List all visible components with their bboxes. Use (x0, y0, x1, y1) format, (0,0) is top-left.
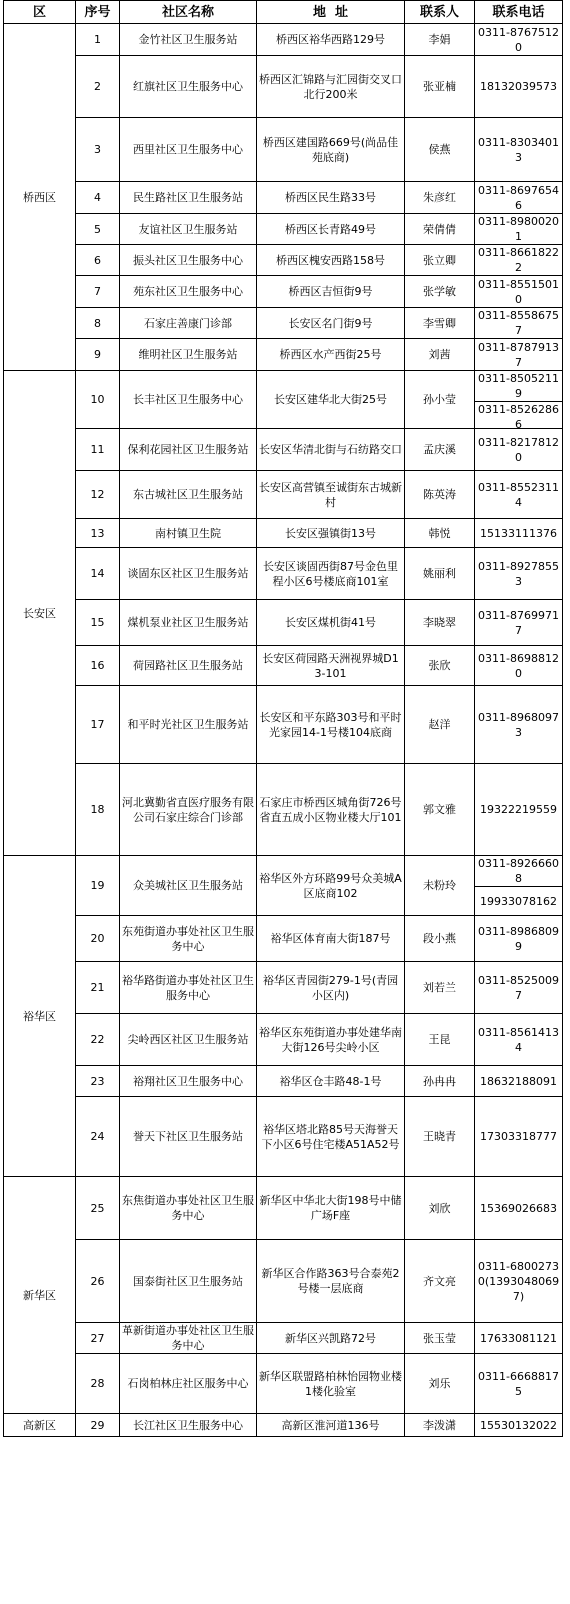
district-cell: 桥西区 (4, 24, 76, 371)
name-cell: 煤机泵业社区卫生服务站 (120, 600, 257, 646)
table-body (4, 24, 563, 1437)
address-cell: 新华区兴凯路72号 (257, 1323, 405, 1354)
phone-primary: 0311-85052119 (478, 372, 559, 400)
seq-cell: 1 (76, 24, 120, 56)
seq-cell: 28 (76, 1354, 120, 1414)
contact-cell: 未粉玲 (405, 856, 475, 916)
contact-cell: 侯燕 (405, 118, 475, 182)
name-cell: 长江社区卫生服务中心 (120, 1414, 257, 1437)
address-cell: 新华区合作路363号合泰苑2号楼一层底商 (257, 1240, 405, 1323)
address-cell: 长安区谈固西街87号金色里程小区6号楼底商101室 (257, 548, 405, 600)
seq-cell: 29 (76, 1414, 120, 1437)
seq-cell: 10 (76, 371, 120, 429)
name-cell: 西里社区卫生服务中心 (120, 118, 257, 182)
seq-cell: 18 (76, 764, 120, 856)
phone-cell: 0311-89800201 (475, 214, 563, 245)
seq-cell: 16 (76, 646, 120, 686)
header-seq: 序号 (76, 1, 120, 24)
phone-cell: 0311-85250097 (475, 962, 563, 1014)
seq-cell: 4 (76, 182, 120, 214)
phone-secondary: 19933078162 (475, 886, 562, 915)
address-cell: 裕华区体育南大街187号 (257, 916, 405, 962)
phone-cell: 0311-85523114 (475, 471, 563, 519)
phone-cell: 15530132022 (475, 1414, 563, 1437)
seq-cell: 15 (76, 600, 120, 646)
address-cell: 新华区联盟路柏林怡园物业楼1楼化验室 (257, 1354, 405, 1414)
contact-cell: 王昆 (405, 1014, 475, 1066)
address-cell: 长安区名门街9号 (257, 308, 405, 339)
table-row (4, 962, 563, 1014)
seq-cell: 20 (76, 916, 120, 962)
contact-cell: 荣倩倩 (405, 214, 475, 245)
table-row (4, 1323, 563, 1354)
address-cell: 桥西区长青路49号 (257, 214, 405, 245)
table-row (4, 371, 563, 429)
contact-cell: 孙冉冉 (405, 1066, 475, 1097)
name-cell: 保利花园社区卫生服务站 (120, 429, 257, 471)
phone-cell: 17303318777 (475, 1097, 563, 1177)
name-cell: 誉天下社区卫生服务站 (120, 1097, 257, 1177)
table-row (4, 646, 563, 686)
name-cell: 河北冀勤省直医疗服务有限公司石家庄综合门诊部 (120, 764, 257, 856)
address-cell: 新华区中华北大街198号中储广场F座 (257, 1177, 405, 1240)
address-cell: 高新区淮河道136号 (257, 1414, 405, 1437)
table-row (4, 56, 563, 118)
contact-cell: 张立卿 (405, 245, 475, 276)
contact-cell: 李晓翠 (405, 600, 475, 646)
phone-cell: 0311-66688175 (475, 1354, 563, 1414)
phone-cell: 0311-89278553 (475, 548, 563, 600)
name-cell: 和平时光社区卫生服务站 (120, 686, 257, 764)
phone-cell: 0311-86618222 (475, 245, 563, 276)
seq-cell: 17 (76, 686, 120, 764)
seq-cell: 26 (76, 1240, 120, 1323)
phone-cell: 0311-85586757 (475, 308, 563, 339)
name-cell: 革新街道办事处社区卫生服务中心 (120, 1323, 257, 1354)
contact-cell: 张学敏 (405, 276, 475, 308)
address-cell: 桥西区汇锦路与汇园街交叉口北行200米 (257, 56, 405, 118)
phone-cell: 0311-87675120 (475, 24, 563, 56)
district-cell: 裕华区 (4, 856, 76, 1177)
contact-cell: 刘乐 (405, 1354, 475, 1414)
name-cell: 南村镇卫生院 (120, 519, 257, 548)
name-cell: 裕翔社区卫生服务中心 (120, 1066, 257, 1097)
address-cell: 桥西区水产西街25号 (257, 339, 405, 371)
phone-cell: 0311-68002730(13930480697) (475, 1240, 563, 1323)
name-cell: 荷园路社区卫生服务站 (120, 646, 257, 686)
table-row (4, 1177, 563, 1240)
contact-cell: 张亚楠 (405, 56, 475, 118)
district-cell: 高新区 (4, 1414, 76, 1437)
contact-cell: 朱彦红 (405, 182, 475, 214)
district-cell: 新华区 (4, 1177, 76, 1414)
seq-cell: 25 (76, 1177, 120, 1240)
table-row (4, 856, 563, 916)
district-cell: 长安区 (4, 371, 76, 856)
seq-cell: 11 (76, 429, 120, 471)
table-row (4, 24, 563, 56)
contact-cell: 张欣 (405, 646, 475, 686)
header-address: 地 址 (257, 1, 405, 24)
name-cell: 石岗柏林庄社区服务中心 (120, 1354, 257, 1414)
table-row (4, 1240, 563, 1323)
seq-cell: 24 (76, 1097, 120, 1177)
name-cell: 友谊社区卫生服务站 (120, 214, 257, 245)
contact-cell: 张玉莹 (405, 1323, 475, 1354)
table-row (4, 1354, 563, 1414)
table-row (4, 471, 563, 519)
table-row (4, 764, 563, 856)
header-district: 区 (4, 1, 76, 24)
phone-cell: 0311-82178120 (475, 429, 563, 471)
name-cell: 振头社区卫生服务中心 (120, 245, 257, 276)
seq-cell: 5 (76, 214, 120, 245)
seq-cell: 6 (76, 245, 120, 276)
contact-cell: 李泼潇 (405, 1414, 475, 1437)
seq-cell: 8 (76, 308, 120, 339)
name-cell: 尖岭西区社区卫生服务站 (120, 1014, 257, 1066)
table-row (4, 182, 563, 214)
contact-cell: 赵洋 (405, 686, 475, 764)
table-row (4, 245, 563, 276)
seq-cell: 19 (76, 856, 120, 916)
address-cell: 长安区建华北大街25号 (257, 371, 405, 429)
address-cell: 桥西区民生路33号 (257, 182, 405, 214)
phone-cell: 18632188091 (475, 1066, 563, 1097)
header-name: 社区名称 (120, 1, 257, 24)
phone-cell: 15133111376 (475, 519, 563, 548)
phone-cell: 0311-89680973 (475, 686, 563, 764)
name-cell: 维明社区卫生服务站 (120, 339, 257, 371)
table-row (4, 308, 563, 339)
phone-cell: 0311-86976546 (475, 182, 563, 214)
name-cell: 东焦街道办事处社区卫生服务中心 (120, 1177, 257, 1240)
phone-cell: 0311-85515010 (475, 276, 563, 308)
phone-cell (475, 856, 563, 916)
address-cell: 长安区高营镇至诚街东古城新村 (257, 471, 405, 519)
phone-cell: 18132039573 (475, 56, 563, 118)
seq-cell: 3 (76, 118, 120, 182)
contact-cell: 王晓青 (405, 1097, 475, 1177)
phone-cell (475, 371, 563, 429)
seq-cell: 21 (76, 962, 120, 1014)
contact-cell: 陈英涛 (405, 471, 475, 519)
contact-cell: 刘茜 (405, 339, 475, 371)
contact-cell: 孙小莹 (405, 371, 475, 429)
contact-cell: 韩悦 (405, 519, 475, 548)
contact-cell: 段小燕 (405, 916, 475, 962)
address-cell: 长安区荷园路天洲视界城D13-101 (257, 646, 405, 686)
table-row (4, 339, 563, 371)
phone-cell: 15369026683 (475, 1177, 563, 1240)
contact-cell: 郭文雅 (405, 764, 475, 856)
seq-cell: 9 (76, 339, 120, 371)
seq-cell: 12 (76, 471, 120, 519)
address-cell: 桥西区吉恒街9号 (257, 276, 405, 308)
address-cell: 桥西区裕华西路129号 (257, 24, 405, 56)
address-cell: 裕华区外方环路99号众美城A区底商102 (257, 856, 405, 916)
table-row (4, 118, 563, 182)
address-cell: 裕华区青园街279-1号(青园小区内) (257, 962, 405, 1014)
phone-primary: 0311-89266608 (478, 857, 559, 885)
phone-cell: 0311-87879137 (475, 339, 563, 371)
seq-cell: 27 (76, 1323, 120, 1354)
phone-cell: 0311-89868099 (475, 916, 563, 962)
address-cell: 桥西区槐安西路158号 (257, 245, 405, 276)
seq-cell: 7 (76, 276, 120, 308)
table-row (4, 429, 563, 471)
seq-cell: 22 (76, 1014, 120, 1066)
name-cell: 苑东社区卫生服务中心 (120, 276, 257, 308)
name-cell: 石家庄善康门诊部 (120, 308, 257, 339)
contact-cell: 刘若兰 (405, 962, 475, 1014)
address-cell: 桥西区建国路669号(尚品佳苑底商) (257, 118, 405, 182)
header-row (4, 1, 563, 24)
table-row (4, 214, 563, 245)
address-cell: 长安区华清北街与石纺路交口 (257, 429, 405, 471)
name-cell: 长丰社区卫生服务中心 (120, 371, 257, 429)
phone-cell: 0311-87699717 (475, 600, 563, 646)
address-cell: 长安区强镇街13号 (257, 519, 405, 548)
phone-cell: 0311-86988120 (475, 646, 563, 686)
clinic-directory-sheet (3, 0, 563, 1437)
seq-cell: 23 (76, 1066, 120, 1097)
table-row (4, 916, 563, 962)
contact-cell: 姚丽利 (405, 548, 475, 600)
table-row (4, 1014, 563, 1066)
contact-cell: 李雪卿 (405, 308, 475, 339)
address-cell: 裕华区仓丰路48-1号 (257, 1066, 405, 1097)
table-row (4, 548, 563, 600)
contact-cell: 齐文亮 (405, 1240, 475, 1323)
contact-cell: 刘欣 (405, 1177, 475, 1240)
name-cell: 众美城社区卫生服务站 (120, 856, 257, 916)
address-cell: 裕华区塔北路85号天海誉天下小区6号住宅楼A51A52号 (257, 1097, 405, 1177)
phone-cell: 0311-85614134 (475, 1014, 563, 1066)
phone-cell: 19322219559 (475, 764, 563, 856)
name-cell: 国泰街社区卫生服务站 (120, 1240, 257, 1323)
table-row (4, 1414, 563, 1437)
phone-secondary: 0311-85262866 (475, 401, 562, 429)
seq-cell: 14 (76, 548, 120, 600)
phone-cell: 17633081121 (475, 1323, 563, 1354)
seq-cell: 2 (76, 56, 120, 118)
header-phone: 联系电话 (475, 1, 563, 24)
table-row (4, 600, 563, 646)
contact-cell: 李娟 (405, 24, 475, 56)
address-cell: 长安区和平东路303号和平时光家园14-1号楼104底商 (257, 686, 405, 764)
name-cell: 金竹社区卫生服务站 (120, 24, 257, 56)
name-cell: 裕华路街道办事处社区卫生服务中心 (120, 962, 257, 1014)
table-row (4, 519, 563, 548)
address-cell: 长安区煤机街41号 (257, 600, 405, 646)
address-cell: 裕华区东苑街道办事处建华南大街126号尖岭小区 (257, 1014, 405, 1066)
table-row (4, 1097, 563, 1177)
name-cell: 东古城社区卫生服务站 (120, 471, 257, 519)
header-contact: 联系人 (405, 1, 475, 24)
name-cell: 东苑街道办事处社区卫生服务中心 (120, 916, 257, 962)
table-row (4, 276, 563, 308)
seq-cell: 13 (76, 519, 120, 548)
phone-cell: 0311-83034013 (475, 118, 563, 182)
name-cell: 红旗社区卫生服务中心 (120, 56, 257, 118)
table-row (4, 686, 563, 764)
name-cell: 民生路社区卫生服务站 (120, 182, 257, 214)
name-cell: 谈固东区社区卫生服务站 (120, 548, 257, 600)
address-cell: 石家庄市桥西区城角街726号省直五成小区物业楼大厅101 (257, 764, 405, 856)
table-row (4, 1066, 563, 1097)
clinic-table (3, 0, 563, 1437)
contact-cell: 孟庆溪 (405, 429, 475, 471)
